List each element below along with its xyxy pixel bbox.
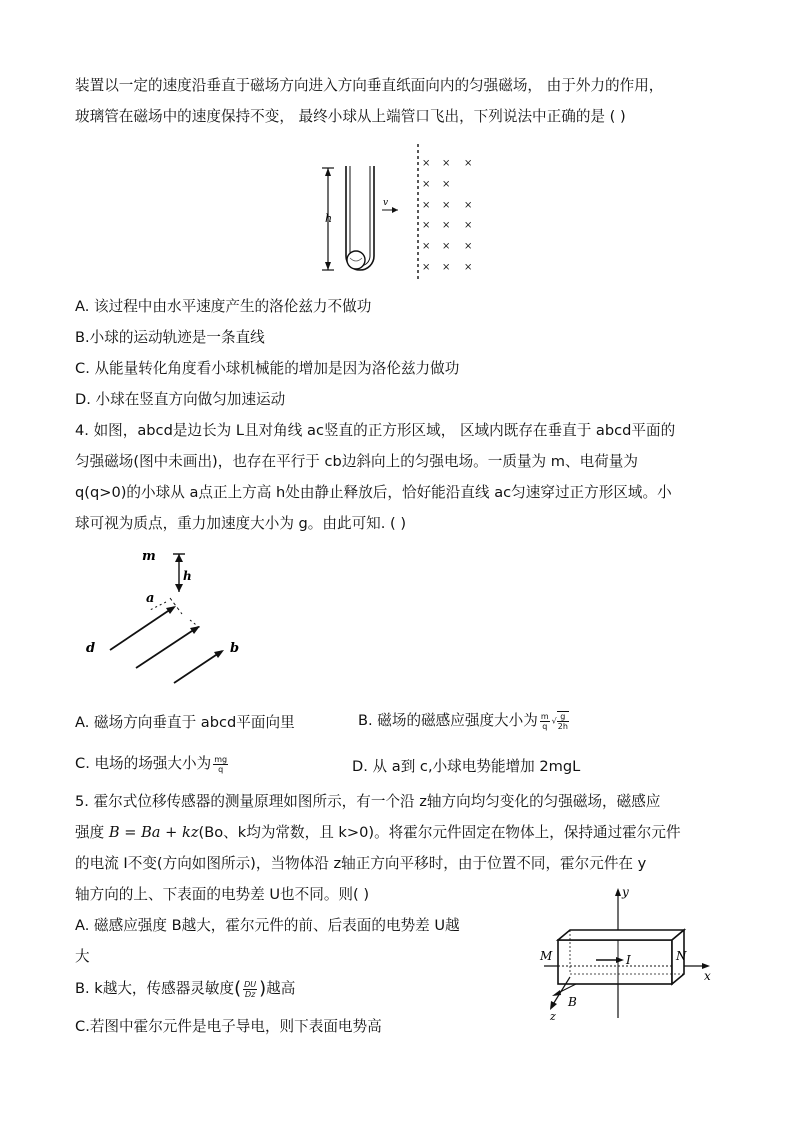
svg-text:×: × <box>422 179 431 190</box>
q5-option-a-line-2: 大 <box>75 948 90 965</box>
svg-text:×: × <box>442 158 451 169</box>
q4-option-a: A. 磁场方向垂直于 abcd平面向里 <box>75 714 295 731</box>
fig3-z-label: z <box>550 1010 556 1022</box>
fig2-b-label: b <box>230 641 240 656</box>
figure-square-region-field <box>80 540 260 690</box>
q4-option-b-prefix: B. 磁场的磁感应强度大小为 <box>358 712 538 729</box>
svg-text:×: × <box>464 241 473 252</box>
svg-text:×: × <box>464 158 473 169</box>
fig3-n-label: N <box>676 949 687 963</box>
q4-option-b-fraction: $\frac{m}{q}$ <box>540 711 549 731</box>
q4-line-3: q(q>0)的小球从 a点正上方高 h处由静止释放后，恰好能沿直线 ac匀速穿过正方形区域。小 <box>75 484 672 501</box>
svg-text:×: × <box>442 241 451 252</box>
q4-line-4: 球可视为质点，重力加速度大小为 g。由此可知. ( ) <box>75 515 407 532</box>
q5-line-2: 强度 B = Ba + kz(Bo、k均为常数，且 k>0)。将霍尔元件固定在物体上，保持通过霍尔元件 <box>75 824 681 841</box>
figure-tube-magnetic-field <box>312 140 492 285</box>
svg-text:×: × <box>464 262 473 273</box>
svg-text:×: × <box>442 200 451 211</box>
option-b: B.小球的运动轨迹是一条直线 <box>75 329 265 346</box>
option-d: D. 小球在竖直方向做匀加速运动 <box>75 391 286 408</box>
q5-line-4: 轴方向的上、下表面的电势差 U也不同。则( ) <box>75 886 370 903</box>
q4-option-c-prefix: C. 电场的场强大小为 <box>75 755 212 772</box>
q4-option-b <box>358 707 569 735</box>
option-c: C. 从能量转化角度看小球机械能的增加是因为洛伦兹力做功 <box>75 360 460 377</box>
svg-text:×: × <box>422 262 431 273</box>
svg-text:×: × <box>422 220 431 231</box>
fig2-h-label: h <box>183 569 192 583</box>
fig3-b-label: B <box>568 995 577 1009</box>
magnetic-field-crosses <box>422 158 472 273</box>
q4-option-b-sqrt: √ $\frac{g}{2h}$ <box>551 712 568 731</box>
option-a: A. 该过程中由水平速度产生的洛伦兹力不做功 <box>75 298 372 315</box>
svg-text:×: × <box>442 220 451 231</box>
q4-option-c-fraction: $\frac{mg}{q}$ <box>214 754 228 774</box>
fig3-m-label: M <box>540 949 553 963</box>
q5-option-b: B. k越大，传感器灵敏度( $\frac{DU}{Dz}$ )越高 <box>75 978 296 999</box>
q5-formula: B = Ba + kz <box>108 824 199 841</box>
fig3-x-label: x <box>704 969 711 983</box>
q5-option-b-fraction: $\frac{DU}{Dz}$ <box>244 979 257 999</box>
svg-text:×: × <box>442 179 451 190</box>
figure-hall-element <box>530 882 730 1022</box>
q4-line-2: 匀强磁场(图中未画出)，也存在平行于 cb边斜向上的匀强电场。一质量为 m、电荷量为 <box>75 453 638 470</box>
fig2-d-label: d <box>86 641 96 656</box>
fig1-h-label: h <box>325 212 333 225</box>
fig2-a-label: a <box>146 591 155 606</box>
fig1-v-label: v <box>383 198 389 208</box>
svg-text:×: × <box>464 200 473 211</box>
svg-text:×: × <box>422 241 431 252</box>
q5-line-3: 的电流 I不变(方向如图所示)，当物体沿 z轴正方向平移时，由于位置不同，霍尔元件在 y <box>75 855 647 872</box>
q4-line-1: 4. 如图，abcd是边长为 L且对角线 ac竖直的正方形区域， 区域内既存在垂直于 abcd平面的 <box>75 422 676 439</box>
q5-line-1: 5. 霍尔式位移传感器的测量原理如图所示，有一个沿 z轴方向均匀变化的匀强磁场，磁感应 <box>75 793 661 810</box>
svg-text:×: × <box>442 262 451 273</box>
question-intro-line-1: 装置以一定的速度沿垂直于磁场方向进入方向垂直纸面向内的匀强磁场， 由于外力的作用， <box>75 77 664 94</box>
svg-text:×: × <box>422 200 431 211</box>
fig2-m-label: m <box>142 549 156 564</box>
question-intro-line-2: 玻璃管在磁场中的速度保持不变， 最终小球从上端管口飞出，下列说法中正确的是 ( ) <box>75 108 626 125</box>
svg-text:×: × <box>464 220 473 231</box>
q5-option-c: C.若图中霍尔元件是电子导电，则下表面电势高 <box>75 1018 382 1035</box>
fig3-i-label: I <box>626 953 631 967</box>
q5-option-a-line-1: A. 磁感应强度 B越大，霍尔元件的前、后表面的电势差 U越 <box>75 917 460 934</box>
q4-option-c <box>75 750 230 778</box>
fig3-y-label: y <box>622 885 629 899</box>
q4-option-d: D. 从 a到 c,小球电势能增加 2mgL <box>352 758 581 775</box>
svg-text:×: × <box>422 158 431 169</box>
